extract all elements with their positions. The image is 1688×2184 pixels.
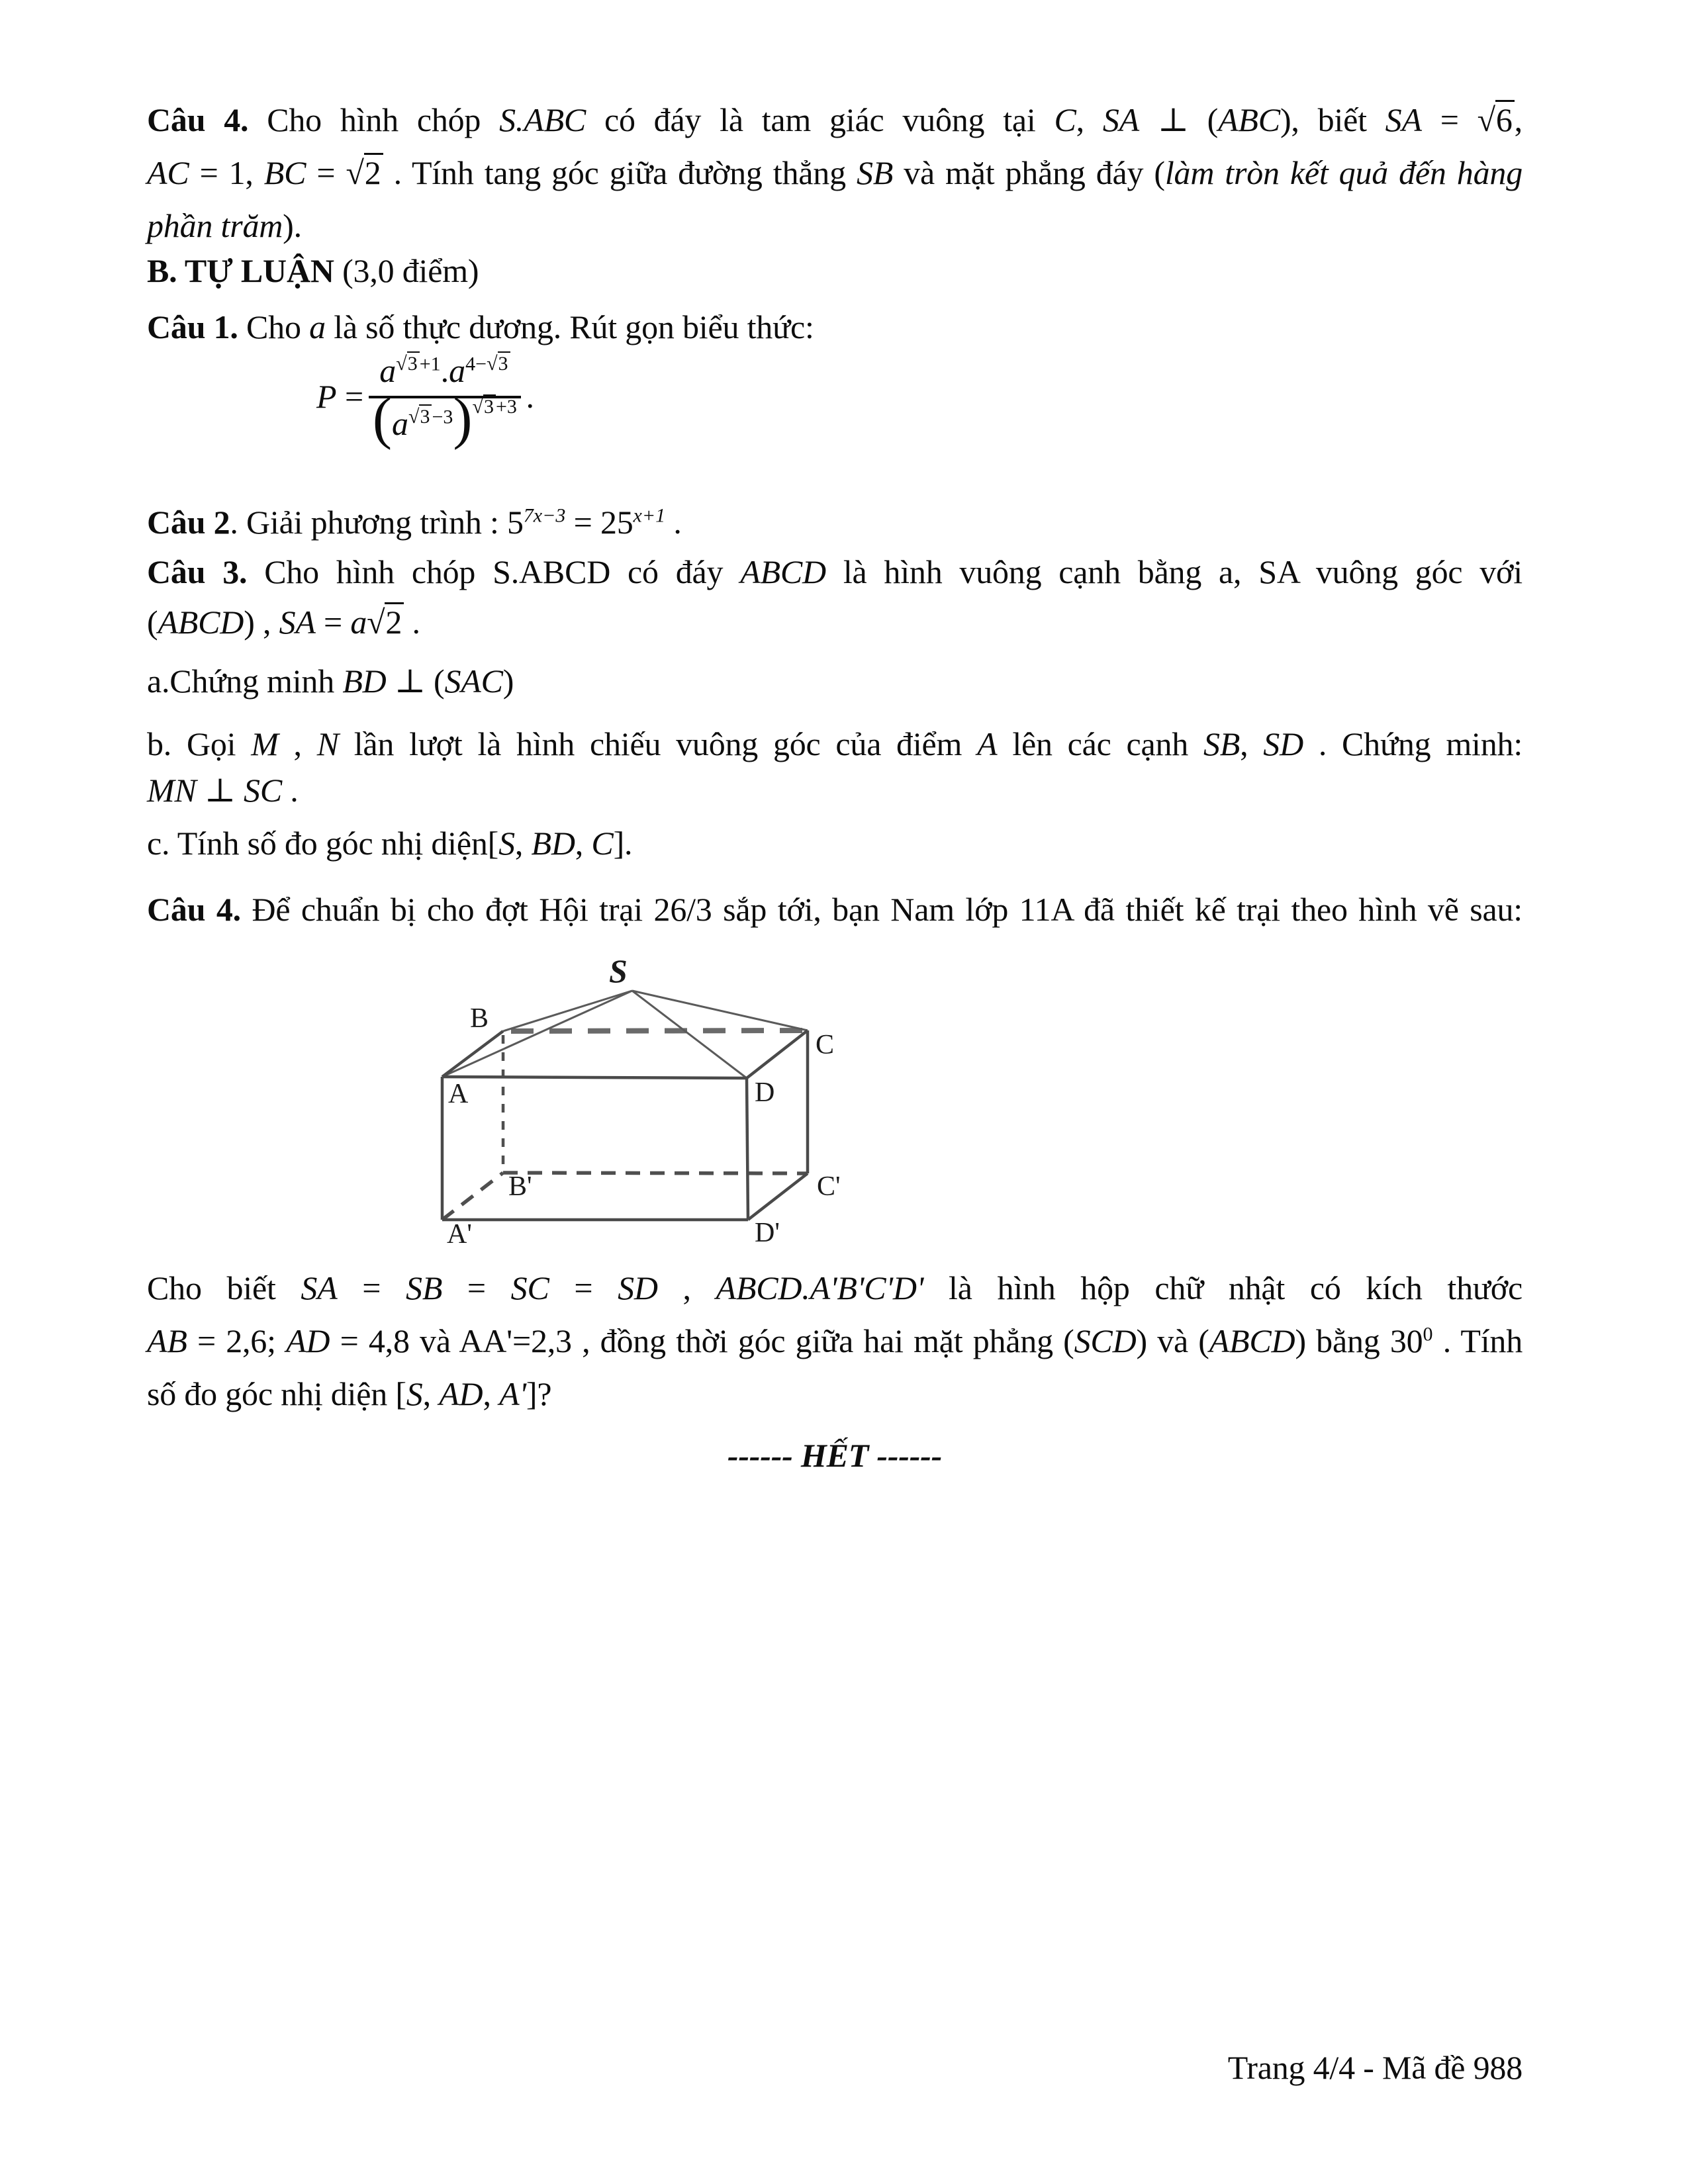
fraction (369, 349, 520, 450)
q4-mc-line3: phần trăm). (147, 207, 302, 244)
end-marker: ------ HẾT ------ (727, 1437, 943, 1474)
vertex-label-B: B (470, 1003, 489, 1034)
vertex-label-S: S (609, 952, 628, 989)
vertex-label-A2: A' (447, 1219, 472, 1250)
vertex-label-C: C (816, 1030, 835, 1060)
q2-line: Câu 2. Giải phương trình : $5^{7x-3} = 25^{x+1}$ . (147, 504, 682, 541)
q3a-line: a.Chứng minh BD ⊥ (SAC) (147, 662, 514, 700)
edge-DC (747, 1030, 808, 1078)
q4-mc-line1: Câu 4. Cho hình chóp S.ABC có đáy là tam giác vuông tại C, SA ⊥ (ABC), biết SA = √6, (147, 101, 1523, 138)
edge-D2C2 (748, 1173, 808, 1220)
vertex-label-C2: C' (817, 1171, 841, 1202)
q1-line: Câu 1. Cho a là số thực dương. Rút gọn biểu thức: (147, 308, 814, 345)
q3-line1: Câu 3. Cho hình chóp S.ABCD có đáy ABCD là hình vuông cạnh bằng a, SA vuông góc với (147, 553, 1523, 590)
edge-DD2 (747, 1078, 748, 1220)
formula-tail: . (526, 378, 535, 415)
section-heading: B. TỰ LUẬN (3,0 điểm) (147, 252, 479, 289)
edge-BC-dashed (511, 1030, 808, 1031)
edge-AD (442, 1077, 747, 1078)
q3c-line: c. Tính số đo góc nhị diện[S, BD, C]. (147, 825, 633, 862)
q4-tl-line: Câu 4. Để chuẩn bị cho đợt Hội trại 26/3 sắp tới, bạn Nam lớp 11A đã thiết kế trại theo hình vẽ sau: (147, 891, 1523, 928)
q3b-line2: MN ⊥ SC . (147, 772, 299, 809)
q3-line2: (ABCD) , SA = a√2 . (147, 604, 420, 641)
q4-mc-line2: AC = 1, BC = √2 . Tính tang góc giữa đường thẳng SB và mặt phẳng đáy (làm tròn kết quả đến hàng (147, 154, 1523, 191)
formula-lhs: P = (316, 378, 364, 415)
closing-line2: AB = 2,6; AD = 4,8 và AA'=2,3 , đồng thời góc giữa hai mặt phẳng (SCD) và (ABCD) bằng $30^0$ . Tính (147, 1322, 1523, 1359)
vertex-label-A: A (448, 1079, 469, 1109)
q1-display-formula (316, 349, 535, 450)
vertex-label-D2: D' (755, 1218, 780, 1248)
edge-SB (503, 991, 632, 1031)
vertex-label-D: D (755, 1077, 775, 1108)
page-footer: Trang 4/4 - Mã đề 988 (1227, 2049, 1523, 2086)
q3b-line1: b. Gọi M , N lần lượt là hình chiếu vuông góc của điểm A lên các cạnh SB, SD . Chứng minh: (147, 725, 1523, 762)
fraction-numerator: $a^{√3}$ $^{+1}.a^{4-√3}$ (369, 349, 520, 398)
tent-figure (371, 946, 874, 1257)
closing-line3: số đo góc nhị diện [S, AD, A']? (147, 1375, 552, 1412)
vertex-label-B2: B' (508, 1171, 532, 1202)
closing-line1: Cho biết SA = SB = SC = SD , ABCD.A'B'C'D' là hình hộp chữ nhật có kích thước (147, 1269, 1523, 1306)
fraction-denominator: ($a^{√3}$ $^{-3}$)$^{√3}$ $^{+3}$ (372, 385, 517, 450)
edge-A2B2-dashed (442, 1173, 503, 1220)
